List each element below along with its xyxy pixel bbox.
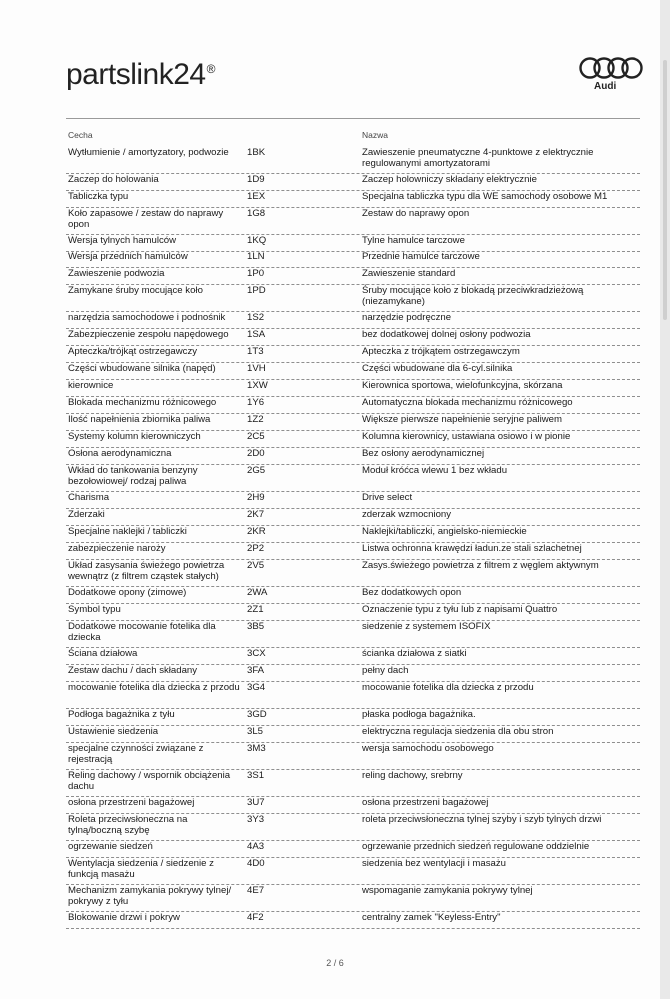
row-divider <box>66 491 640 492</box>
code-cell: 4E7 <box>247 885 265 896</box>
code-cell: 1EX <box>247 191 266 202</box>
code-cell: 2WA <box>247 587 268 598</box>
scrollbar[interactable] <box>660 0 670 999</box>
name-cell: Zaczep holowniczy składany elektrycznie <box>362 174 537 185</box>
code-cell: 4D0 <box>247 858 265 869</box>
feature-cell: Wentylacja siedzenia / siedzenie z funkcją masażu <box>68 858 214 880</box>
feature-cell: Zamykane śruby mocujące koło <box>68 285 203 296</box>
feature-cell: Ustawienie siedzenia <box>68 726 159 737</box>
feature-cell: Ilość napełnienia zbiornika paliwa <box>68 414 211 425</box>
feature-cell: Roleta przeciwsłoneczna na tylną/boczną szybę <box>68 814 188 836</box>
feature-cell: Charisma <box>68 492 110 503</box>
name-cell: ogrzewanie przednich siedzeń regulowane oddzielnie <box>362 841 590 852</box>
name-cell: osłona przestrzeni bagażowej <box>362 797 489 808</box>
name-cell: Listwa ochronna krawędzi ładun.ze stali szlachetnej <box>362 543 582 554</box>
feature-cell: Blokada mechanizmu różnicowego <box>68 397 217 408</box>
feature-cell: Dodatkowe opony (zimowe) <box>68 587 187 598</box>
name-cell: ścianka działowa z siatki <box>362 648 467 659</box>
feature-cell: Systemy kolumn kierowniczych <box>68 431 201 442</box>
code-cell: 3S1 <box>247 770 265 781</box>
name-cell: Drive select <box>362 492 413 503</box>
feature-cell: Wersja tylnych hamulców <box>68 235 177 246</box>
code-cell: 2Z1 <box>247 604 264 615</box>
feature-cell: Zderzaki <box>68 509 105 520</box>
audi-logo <box>578 56 650 92</box>
code-cell: 2P2 <box>247 543 265 554</box>
name-cell: Przednie hamulce tarczowe <box>362 251 480 262</box>
name-cell: Większe pierwsze napełnienie seryjne paliwem <box>362 414 562 425</box>
name-cell: reling dachowy, srebrny <box>362 770 463 781</box>
feature-cell: Zabezpieczenie zespołu napędowego <box>68 329 229 340</box>
name-cell: Oznaczenie typu z tyłu lub z napisami Quattro <box>362 604 558 615</box>
code-cell: 4F2 <box>247 912 264 923</box>
feature-cell: Tabliczka typu <box>68 191 129 202</box>
name-cell: Śruby mocujące koło z blokadą przeciwkradzieżową (niezamykane) <box>362 285 584 307</box>
code-cell: 2D0 <box>247 448 265 459</box>
feature-cell: Zaczep do holowania <box>68 174 159 185</box>
feature-cell: Osłona aerodynamiczna <box>68 448 172 459</box>
feature-cell: Podłoga bagażnika z tyłu <box>68 709 175 720</box>
name-cell: Zasys.świeżego powietrza z filtrem z węglem aktywnym <box>362 560 599 571</box>
feature-cell: Reling dachowy / wspornik obciążenia dachu <box>68 770 231 792</box>
feature-cell: kierownice <box>68 380 114 391</box>
code-cell: 1S2 <box>247 312 265 323</box>
code-cell: 1Z2 <box>247 414 264 425</box>
code-cell: 2V5 <box>247 560 265 571</box>
code-cell: 2K7 <box>247 509 265 520</box>
column-header-name: Nazwa <box>362 130 388 140</box>
code-cell: 1P0 <box>247 268 265 279</box>
audi-rings-icon <box>578 56 644 80</box>
code-cell: 1Y6 <box>247 397 265 408</box>
name-cell: Specjalna tabliczka typu dla WE samochody osobowe M1 <box>362 191 608 202</box>
partslink24-logo <box>66 58 215 102</box>
code-cell: 2G5 <box>247 465 266 476</box>
row-divider <box>66 928 640 929</box>
feature-cell: Zestaw dachu / dach składany <box>68 665 198 676</box>
feature-cell: Układ zasysania świeżego powietrza wewnątrz (z filtrem cząstek stałych) <box>68 560 225 582</box>
name-cell: Zestaw do naprawy opon <box>362 208 470 219</box>
name-cell: zderzak wzmocniony <box>362 509 452 520</box>
feature-cell: zabezpieczenie naroży <box>68 543 166 554</box>
code-cell: 1G8 <box>247 208 266 219</box>
name-cell: Bez osłony aerodynamicznej <box>362 448 485 459</box>
code-cell: 1D9 <box>247 174 265 185</box>
name-cell: Kierownica sportowa, wielofunkcyjna, skórzana <box>362 380 563 391</box>
code-cell: 3CX <box>247 648 266 659</box>
name-cell: centralny zamek "Keyless-Entry" <box>362 912 501 923</box>
name-cell: Zawieszenie pneumatyczne 4-punktowe z elektrycznie regulowanymi amortyzatorami <box>362 147 594 169</box>
feature-cell: Mechanizm zamykania pokrywy tylnej/ pokrywy z tyłu <box>68 885 232 907</box>
code-cell: 1KQ <box>247 235 267 246</box>
code-cell: 1XW <box>247 380 268 391</box>
name-cell: siedzenie z systemem ISOFIX <box>362 621 491 632</box>
feature-cell: Koło zapasowe / zestaw do naprawy opon <box>68 208 224 230</box>
feature-cell: Wytłumienie / amortyzatory, podwozie <box>68 147 229 158</box>
name-cell: bez dodatkowej dolnej osłony podwozia <box>362 329 531 340</box>
code-cell: 1VH <box>247 363 266 374</box>
name-cell: Automatyczna blokada mechanizmu różnicowego <box>362 397 573 408</box>
code-cell: 1BK <box>247 147 266 158</box>
name-cell: Naklejki/tabliczki, angielsko-niemieckie <box>362 526 527 537</box>
name-cell: Części wbudowane dla 6-cyl.silnika <box>362 363 513 374</box>
name-cell: Moduł króćca wlewu 1 bez wkładu <box>362 465 508 476</box>
feature-cell: Symbol typu <box>68 604 121 615</box>
code-cell: 2C5 <box>247 431 265 442</box>
row-divider <box>66 508 640 509</box>
name-cell: pełny dach <box>362 665 409 676</box>
code-cell: 2KR <box>247 526 266 537</box>
feature-cell: Wkład do tankowania benzyny bezołowiowej/ rodzaj paliwa <box>68 465 198 487</box>
feature-cell: narzędzia samochodowe i podnośnik <box>68 312 226 323</box>
header-divider <box>66 118 640 119</box>
code-cell: 3Y3 <box>247 814 265 825</box>
code-cell: 2H9 <box>247 492 265 503</box>
feature-cell: mocowanie fotelika dla dziecka z przodu <box>68 682 240 693</box>
feature-cell: Wersja przednich hamulców <box>68 251 188 262</box>
code-cell: 1PD <box>247 285 266 296</box>
name-cell: płaska podłoga bagażnika. <box>362 709 476 720</box>
row-divider <box>66 647 640 648</box>
name-cell: Apteczka z trójkątem ostrzegawczym <box>362 346 520 357</box>
code-cell: 1T3 <box>247 346 264 357</box>
code-cell: 4A3 <box>247 841 265 852</box>
feature-cell: ogrzewanie siedzeń <box>68 841 153 852</box>
name-cell: siedzenia bez wentylacji i masażu <box>362 858 506 869</box>
code-cell: 3B5 <box>247 621 265 632</box>
code-cell: 3GD <box>247 709 267 720</box>
registered-mark: ® <box>206 62 215 76</box>
code-cell: 3M3 <box>247 743 266 754</box>
name-cell: roleta przeciwsłoneczna tylnej szyby i szyb tylnych drzwi <box>362 814 602 825</box>
code-cell: 3U7 <box>247 797 265 808</box>
column-header-feature: Cecha <box>68 130 93 140</box>
name-cell: Zawieszenie standard <box>362 268 456 279</box>
code-cell: 1LN <box>247 251 265 262</box>
feature-cell: Ściana działowa <box>68 648 138 659</box>
feature-cell: Blokowanie drzwi i pokryw <box>68 912 180 923</box>
name-cell: elektryczna regulacja siedzenia dla obu stron <box>362 726 554 737</box>
feature-cell: specjalne czynności związane z rejestracją <box>68 743 204 765</box>
name-cell: Tylne hamulce tarczowe <box>362 235 465 246</box>
name-cell: Bez dodatkowych opon <box>362 587 462 598</box>
code-cell: 1SA <box>247 329 266 340</box>
feature-cell: Apteczka/trójkąt ostrzegawczy <box>68 346 198 357</box>
code-cell: 3G4 <box>247 682 266 693</box>
partslink24-logo-text: partslink24 <box>66 58 206 91</box>
audi-logo-text: Audi <box>594 81 617 92</box>
feature-cell: Zawieszenie podwozia <box>68 268 165 279</box>
name-cell: narzędzie podręczne <box>362 312 452 323</box>
code-cell: 3L5 <box>247 726 264 737</box>
name-cell: mocowanie fotelika dla dziecka z przodu <box>362 682 534 693</box>
feature-cell: Dodatkowe mocowanie fotelika dla dziecka <box>68 621 216 643</box>
code-cell: 3FA <box>247 665 265 676</box>
feature-cell: Części wbudowane silnika (napęd) <box>68 363 216 374</box>
feature-cell: Specjalne naklejki / tabliczki <box>68 526 187 537</box>
scrollbar-thumb[interactable] <box>663 60 667 320</box>
name-cell: wersja samochodu osobowego <box>362 743 494 754</box>
feature-cell: osłona przestrzeni bagażowej <box>68 797 195 808</box>
name-cell: Kolumna kierownicy, ustawiana osiowo i w pionie <box>362 431 571 442</box>
page-indicator: 2 / 6 <box>326 958 344 968</box>
name-cell: wspomaganie zamykania pokrywy tylnej <box>362 885 533 896</box>
